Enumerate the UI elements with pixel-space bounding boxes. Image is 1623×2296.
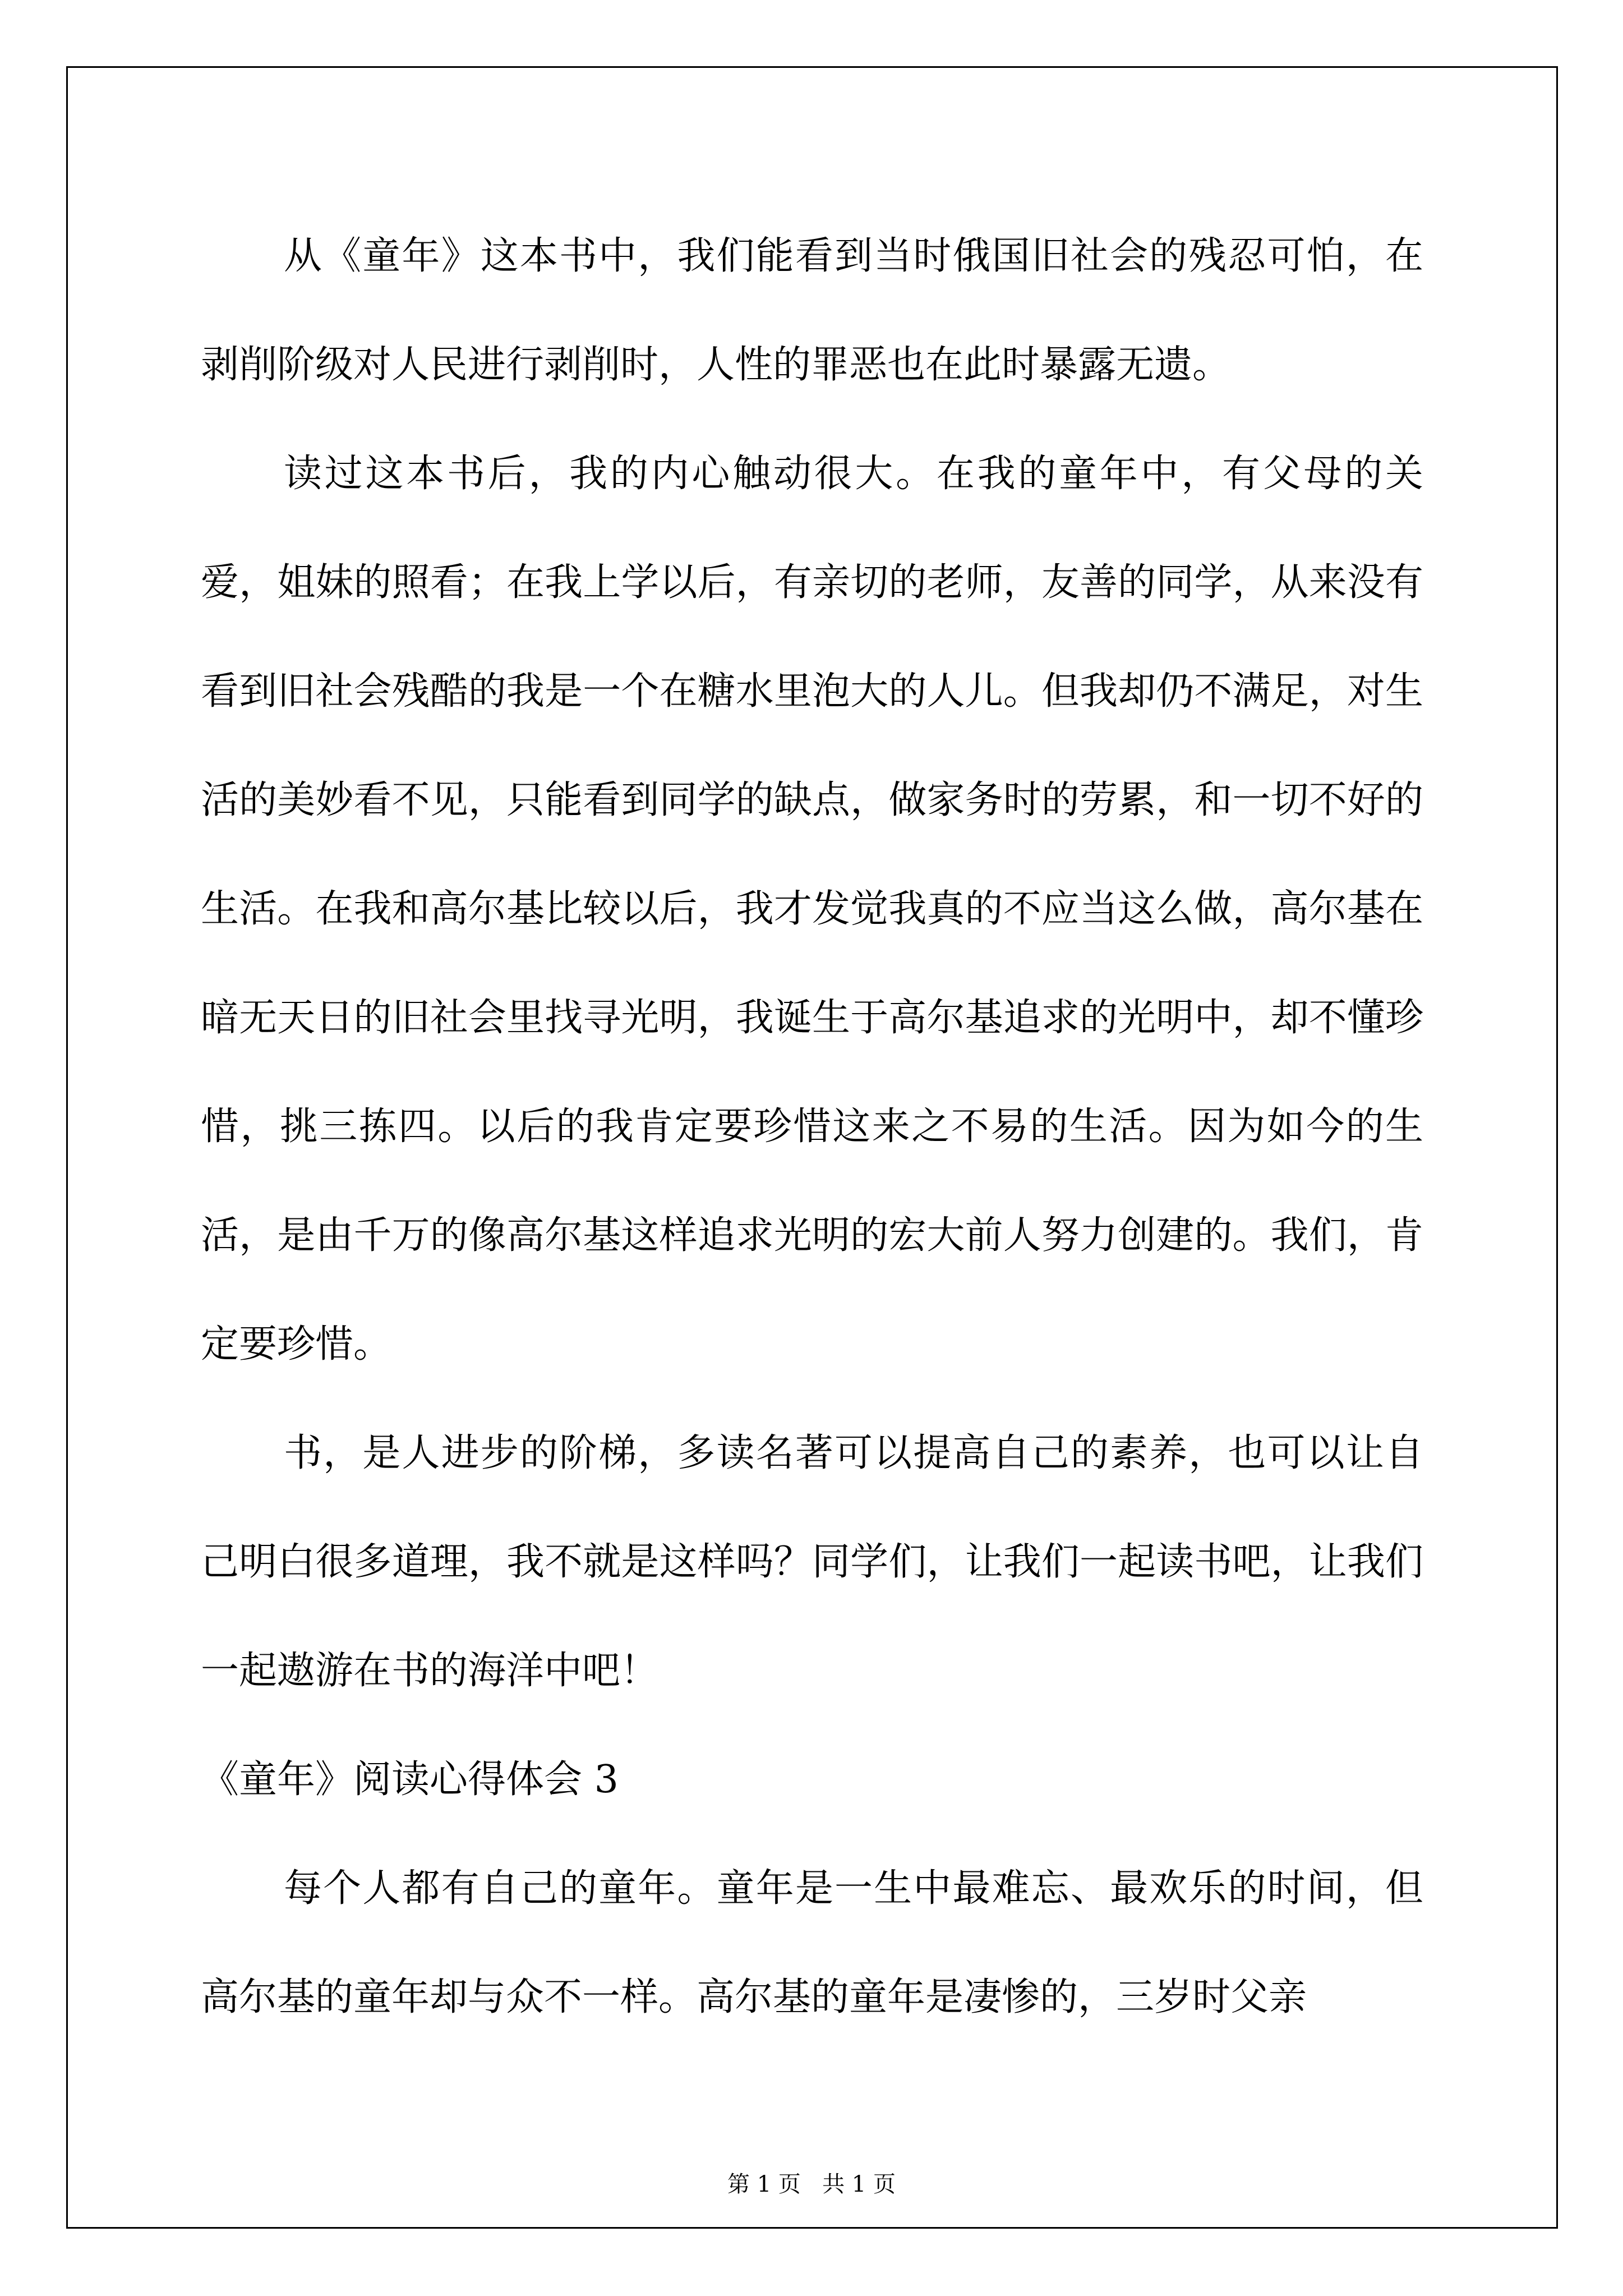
paragraph: 每个人都有自己的童年。童年是一生中最难忘、最欢乐的时间，但高尔基的童年却与众不一样。高尔基的童年是凄惨的，三岁时父亲 <box>201 1866 1423 2019</box>
paragraph: 读过这本书后，我的内心触动很大。在我的童年中，有父母的关爱，姐妹的照看；在我上学以后，有亲切的老师，友善的同学，从来没有看到旧社会残酷的我是一个在糖水里泡大的人儿。但我却仍不满足，对生活的美妙看不见，只能看到同学的缺点，做家务时的劳累，和一切不好的生活。在我和高尔基比较以后，我才发觉我真的不应当这么做，高尔基在暗无天日的旧社会里找寻光明，我诞生于高尔基追求的光明中，却不懂珍惜，挑三拣四。以后的我肯定要珍惜这来之不易的生活。因为如今的生活，是由千万的像高尔基这样追求光明的宏大前人努力创建的。我们，肯定要珍惜。 <box>201 452 1423 1366</box>
paragraph: 书，是人进步的阶梯，多读名著可以提高自己的素养，也可以让自己明白很多道理，我不就是这样吗？同学们，让我们一起读书吧，让我们一起遨游在书的海洋中吧！ <box>201 1431 1423 1693</box>
page-footer <box>0 2166 1623 2198</box>
section-heading: 《童年》阅读心得体会 3 <box>201 1757 619 1802</box>
page-number: 第 1 页 <box>727 2171 801 2197</box>
document-body <box>201 202 1423 2052</box>
paragraph: 从《童年》这本书中，我们能看到当时俄国旧社会的残忍可怕，在剥削阶级对人民进行剥削时，人性的罪恶也在此时暴露无遗。 <box>201 234 1423 387</box>
page-total: 共 1 页 <box>822 2171 896 2197</box>
